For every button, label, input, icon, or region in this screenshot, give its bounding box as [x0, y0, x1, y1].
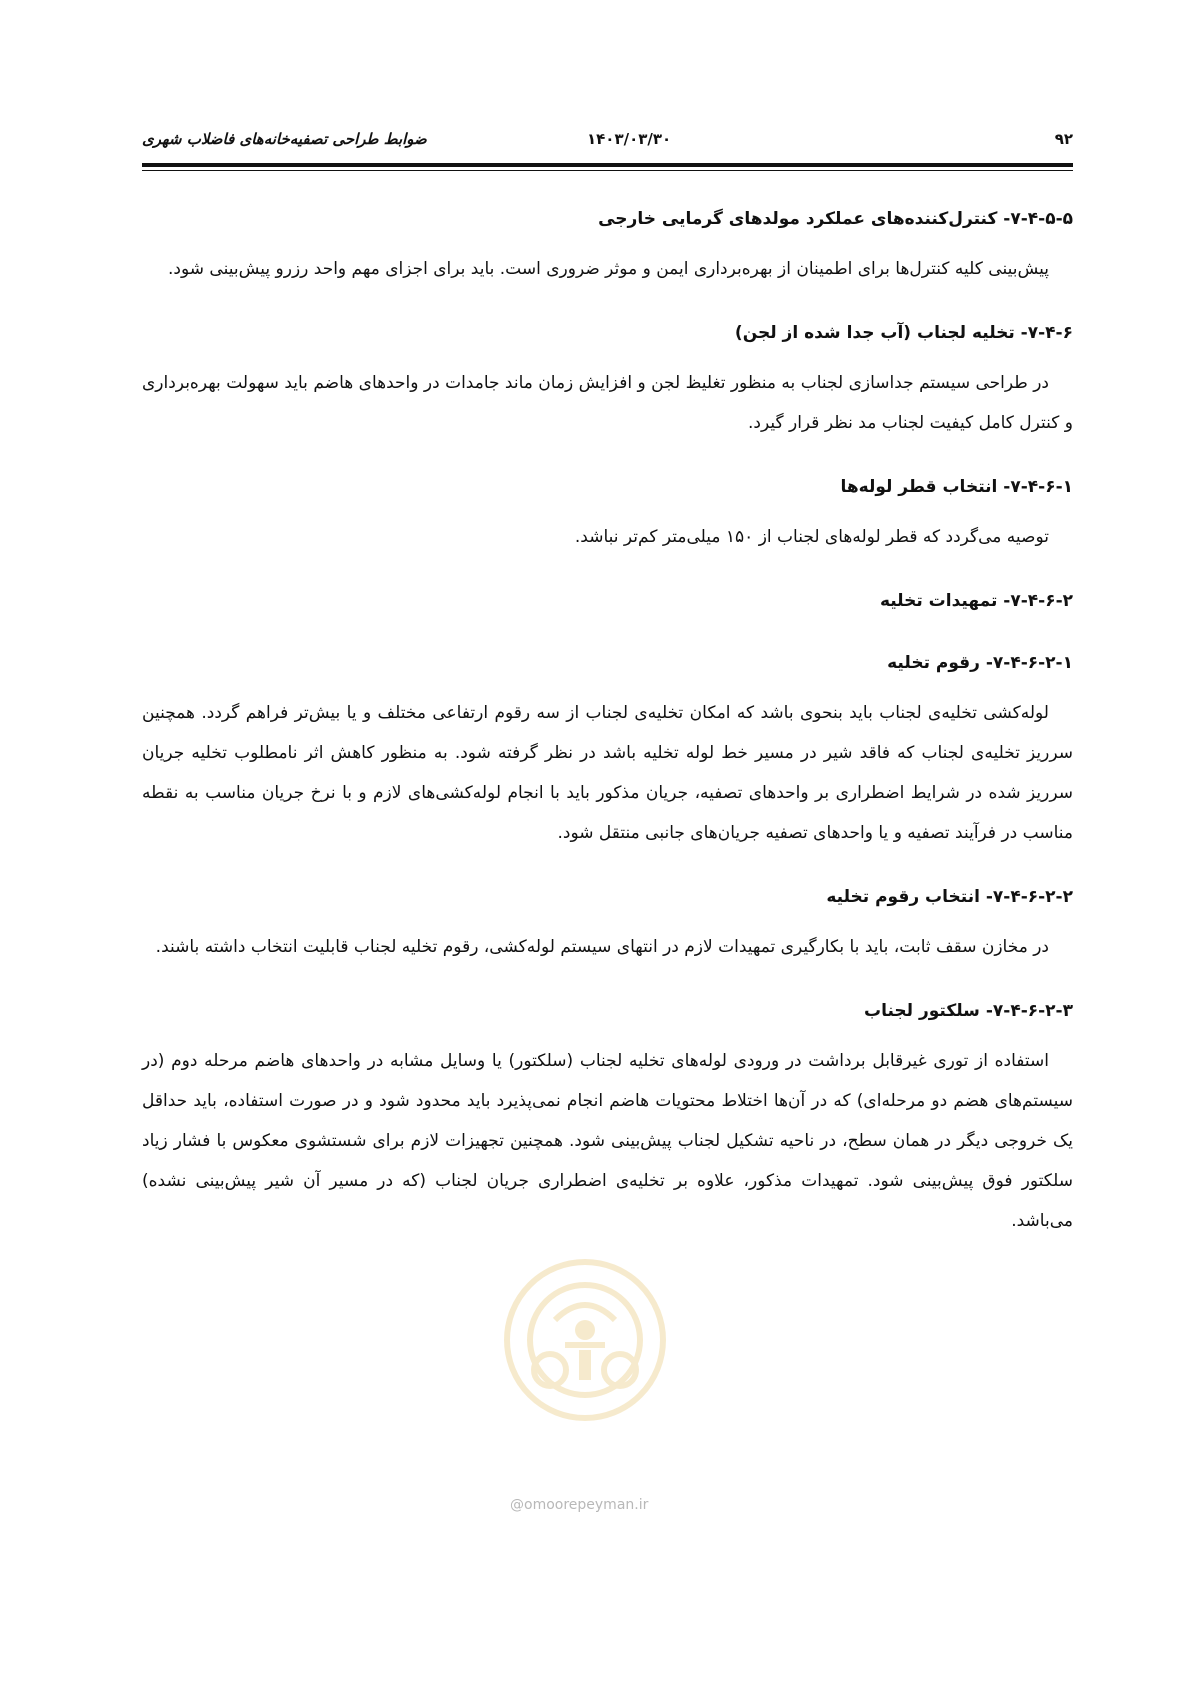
- section-heading: ۷-۴-۶-۲-۲- انتخاب رقوم تخلیه: [826, 887, 1073, 907]
- section-heading: ۷-۴-۵-۵- کنترل‌کننده‌های عملکرد مولدهای گرمایی خارجی: [598, 209, 1073, 229]
- header-date: ۱۴۰۳/۰۳/۳۰: [587, 130, 672, 148]
- header-rule-thin: [142, 170, 1073, 171]
- section-heading: ۷-۴-۶-۱- انتخاب قطر لوله‌ها: [840, 477, 1073, 497]
- section-heading: ۷-۴-۶-۲-۱- رقوم تخلیه: [887, 653, 1073, 673]
- section-paragraph: در طراحی سیستم جداسازی لجناب به منظور تغلیظ لجن و افزایش زمان ماند جامدات در واحدهای هاضم باید سهولت بهره‌برداری و کنترل کامل کیفیت لجناب مد نظر قرار گیرد.: [142, 373, 1073, 433]
- section-heading: ۷-۴-۶-۲- تمهیدات تخلیه: [879, 591, 1073, 611]
- watermark-seal-icon: [495, 1250, 675, 1430]
- section-paragraph: لوله‌کشی تخلیه‌ی لجناب باید بنحوی باشد که امکان تخلیه‌ی لجناب از سه رقوم ارتفاعی مختلف و یا بیش‌تر فراهم گردد. همچنین سرریز تخلیه‌ی لجناب که فاقد شیر در مسیر خط لوله تخلیه باشد در نظر گرفته شود. به منظور کاهش اثر نامطلوب تخلیه جریان سرریز شده در شرایط اضطراری بر واحدهای تصفیه، جریان مذکور باید با انجام لوله‌کشی‌های لازم و با نرخ جریان مناسب به نقطه مناسب در فرآیند تصفیه و یا واحدهای تصفیه جریان‌های جانبی منتقل شود.: [142, 703, 1073, 843]
- page-number: ۹۲: [1054, 130, 1073, 148]
- document-title: ضوابط طراحی تصفیه‌خانه‌های فاضلاب شهری: [142, 130, 427, 148]
- section-paragraph: توصیه می‌گردد که قطر لوله‌های لجناب از ۱۵۰ میلی‌متر کم‌تر نباشد.: [574, 527, 1049, 547]
- section-paragraph: در مخازن سقف ثابت، باید با بکارگیری تمهیدات لازم در انتهای سیستم لوله‌کشی، رقوم تخلیه لجناب قابلیت انتخاب داشته باشند.: [155, 937, 1049, 957]
- header-rule-thick: [142, 163, 1073, 167]
- section-heading: ۷-۴-۶- تخلیه لجناب (آب جدا شده از لجن): [734, 323, 1073, 343]
- section-paragraph: استفاده از توری غیرقابل برداشت در ورودی لوله‌های تخلیه لجناب (سلکتور) یا وسایل مشابه در واحدهای هاضم مرحله دوم (در سیستم‌های هضم دو مرحله‌ای) که در آن‌ها اختلاط محتویات هاضم انجام نمی‌پذیرد باید محدود شود و در صورت استفاده، باید حداقل یک خروجی دیگر در همان سطح، در ناحیه تشکیل لجناب پیش‌بینی شود. همچنین تجهیزات لازم برای شستشوی معکوس با فشار زیاد سلکتور فوق پیش‌بینی شود. تمهیدات مذکور، علاوه بر تخلیه‌ی اضطراری جریان لجناب (که در مسیر آن شیر پیش‌بینی نشده) می‌باشد.: [142, 1051, 1073, 1231]
- watermark-url: @omoorepeyman.ir: [510, 1497, 649, 1513]
- section-heading: ۷-۴-۶-۲-۳- سلکتور لجناب: [864, 1001, 1073, 1021]
- page-content: [142, 205, 1073, 1241]
- section-paragraph: پیش‌بینی کلیه کنترل‌ها برای اطمینان از بهره‌برداری ایمن و موثر ضروری است. باید برای اجزای مهم واحد رزرو پیش‌بینی شود.: [168, 259, 1049, 279]
- page-header: [142, 130, 1073, 156]
